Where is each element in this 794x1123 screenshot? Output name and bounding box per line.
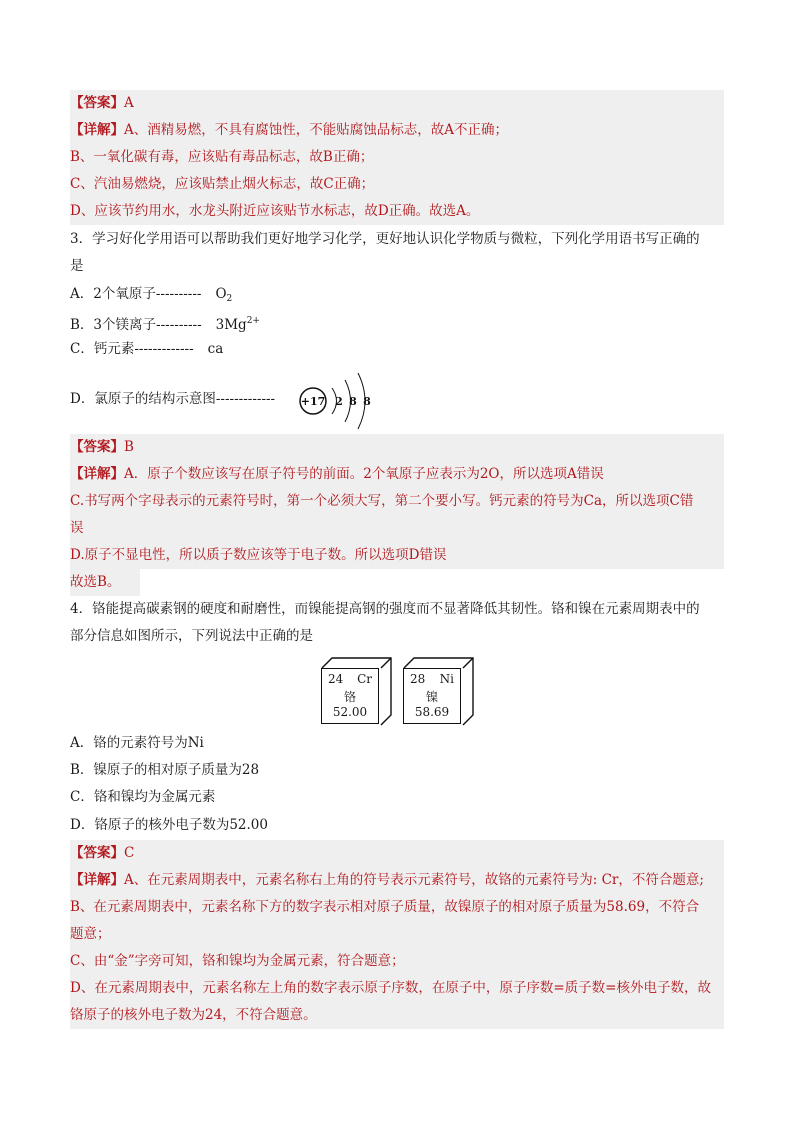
element-name: 铬 — [343, 690, 356, 704]
shell-electrons-2: 8 — [349, 395, 357, 408]
shell-electrons-1: 2 — [335, 395, 343, 408]
option-c-symbol: ca — [207, 341, 224, 357]
atomic-mass: 52.00 — [332, 705, 368, 719]
detail-text: A、在元素周期表中，元素名称右上角的符号表示元素符号，故铬的元素符号为: Cr，不符合题意; — [124, 872, 704, 888]
formula-symbol: O — [215, 286, 227, 302]
answer-label: 【答案】 — [70, 439, 124, 455]
detail-label: 【详解】 — [70, 872, 124, 888]
answer-value: C — [124, 845, 135, 861]
element-tile-nickel — [403, 668, 461, 724]
answer-label: 【答案】 — [70, 95, 124, 111]
detail-text: A、酒精易燃，不具有腐蚀性，不能贴腐蚀品标志，故A不正确； — [124, 122, 508, 138]
question-stem: 部分信息如图所示，下列说法中正确的是 — [70, 628, 313, 644]
detail-line: C、由“金”字旁可知，铬和镍均为金属元素，符合题意； — [70, 948, 724, 975]
shell-electrons-3: 8 — [363, 395, 371, 408]
detail-line — [70, 867, 724, 894]
detail-line: D、在元素周期表中，元素名称左上角的数字表示原子序数，在原子中，原子序数=质子数=核外电子数，故 — [70, 975, 724, 1002]
detail-line: 题意； — [70, 921, 724, 948]
option-d-text: D．氯原子的结构示意图------------- — [70, 391, 276, 407]
option-c: C．铬和镍均为金属元素 — [70, 789, 216, 805]
detail-line — [70, 117, 724, 144]
element-name: 镍 — [425, 690, 438, 704]
answer-line-3 — [70, 840, 724, 867]
detail-label: 【详解】 — [70, 122, 124, 138]
detail-line: D.原子不显电性，所以质子数应该等于电子数。所以选项D错误 — [70, 542, 724, 569]
detail-line: 故选B。 — [70, 569, 724, 596]
question-stem: 4．铬能提高碳素钢的硬度和耐磨性，而镍能提高钢的强度而不显著降低其韧性。铬和镍在元素周期表中的 — [70, 601, 700, 617]
option-a — [70, 281, 724, 308]
answer-value: B — [124, 439, 134, 455]
detail-label: 【详解】 — [70, 466, 124, 482]
option-b — [70, 308, 724, 335]
option-c-text: C．钙元素------------- — [70, 341, 194, 357]
nucleus-charge: +17 — [300, 395, 326, 408]
option-a-text: A．2个氧原子---------- — [70, 286, 202, 302]
element-symbol: Ni — [439, 672, 454, 686]
option-b-formula — [216, 317, 260, 333]
question-stem: 3．学习好化学用语可以帮助我们更好地学习化学，更好地认识化学物质与微粒，下列化学用语书写正确的 — [70, 231, 700, 247]
detail-line: C、汽油易燃烧，应该贴禁止烟火标志，故C正确； — [70, 171, 724, 198]
option-b: B．镍原子的相对原子质量为28 — [70, 762, 260, 778]
detail-line: B、一氧化碳有毒，应该贴有毒品标志，故B正确； — [70, 144, 724, 171]
question-stem: 是 — [70, 258, 84, 274]
atomic-mass: 58.69 — [414, 705, 450, 719]
chlorine-atom-diagram — [296, 370, 380, 432]
detail-line: C.书写两个字母表示的元素符号时，第一个必须大写，第二个要小写。钙元素的符号为Ca，所以选项C错 — [70, 488, 724, 515]
atomic-number: 28 — [410, 672, 426, 686]
detail-line: 铬原子的核外电子数为24，不符合题意。 — [70, 1002, 724, 1029]
detail-text: A．原子个数应该写在原子符号的前面。2个氧原子应表示为2O，所以选项A错误 — [124, 466, 604, 482]
option-c — [70, 336, 724, 363]
atomic-number: 24 — [328, 672, 344, 686]
element-symbol: Cr — [357, 672, 372, 686]
element-tile-chromium — [321, 668, 379, 724]
option-b-text: B．3个镁离子---------- — [70, 317, 202, 333]
answer-label: 【答案】 — [70, 845, 124, 861]
formula-symbol: 3Mg — [215, 317, 247, 333]
answer-line-1 — [70, 90, 724, 117]
formula-superscript: 2+ — [246, 316, 260, 326]
option-d: D．铬原子的核外电子数为52.00 — [70, 817, 268, 833]
detail-line: D、应该节约用水，水龙头附近应该贴节水标志，故D正确。故选A。 — [70, 198, 724, 225]
answer-value: A — [124, 95, 134, 111]
detail-line: 误 — [70, 515, 724, 542]
detail-line — [70, 461, 724, 488]
option-a: A．铬的元素符号为Ni — [70, 735, 204, 751]
answer-line-2 — [70, 434, 724, 461]
option-a-formula — [215, 286, 232, 302]
formula-subscript: 2 — [226, 294, 233, 304]
option-d — [70, 386, 724, 413]
detail-line: B、在元素周期表中，元素名称下方的数字表示相对原子质量，故镍原子的相对原子质量为58.69，不符合 — [70, 894, 724, 921]
